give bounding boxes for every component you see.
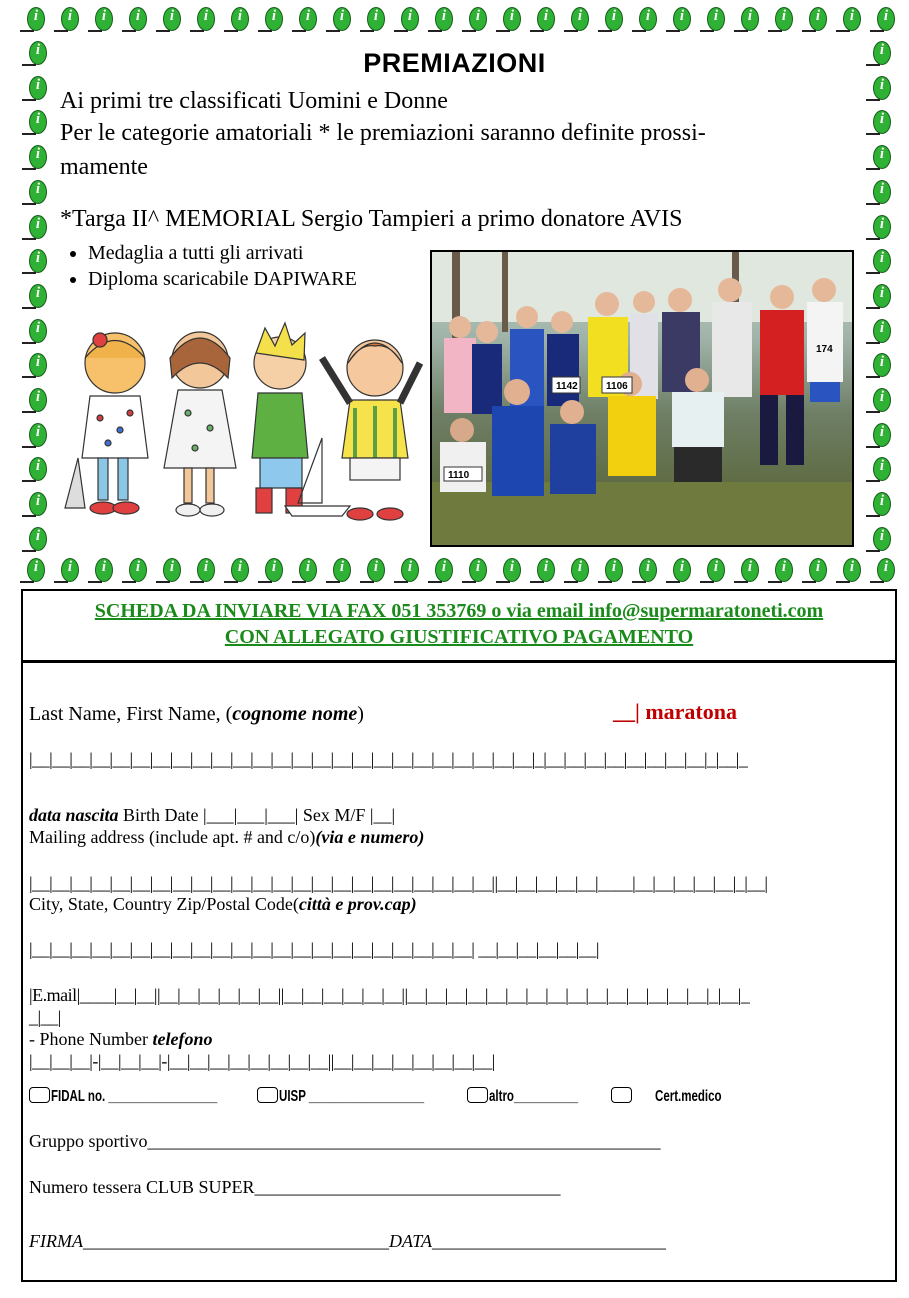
info-i-icon	[868, 456, 894, 482]
bib-number: 1106	[606, 381, 628, 392]
cert-row	[611, 1085, 747, 1106]
phone-label: - Phone Number telefono	[29, 1029, 213, 1049]
info-i-icon	[498, 6, 524, 32]
info-i-icon	[566, 6, 592, 32]
info-i-icon	[868, 144, 894, 170]
awards-line-2: Per le categorie amatoriali * le premiazioni saranno definite prossi-	[60, 120, 706, 146]
bib-number: 1110	[448, 470, 470, 481]
info-i-icon	[430, 6, 456, 32]
info-i-icon	[24, 283, 50, 309]
info-i-icon	[24, 144, 50, 170]
info-i-icon	[868, 179, 894, 205]
info-i-icon	[868, 318, 894, 344]
info-i-icon	[396, 557, 422, 583]
awards-bullet-list	[62, 240, 357, 292]
info-i-icon	[600, 6, 626, 32]
uisp-checkbox[interactable]	[257, 1087, 278, 1103]
decorative-border-bottom	[22, 557, 898, 587]
decorative-border-left	[24, 40, 54, 552]
info-i-icon	[24, 214, 50, 240]
bullet-item: • Diploma scaricabile DAPIWARE	[88, 266, 357, 292]
info-i-icon	[430, 557, 456, 583]
info-i-icon	[24, 109, 50, 135]
altro-field[interactable]: altro__________	[489, 1088, 579, 1105]
cartoon-children-illustration	[60, 318, 425, 528]
info-i-icon	[24, 318, 50, 344]
info-i-icon	[192, 557, 218, 583]
email-input-blanks-cont[interactable]: _|__|	[29, 1007, 61, 1027]
info-i-icon	[668, 557, 694, 583]
form-header	[23, 591, 895, 663]
info-i-icon	[868, 491, 894, 517]
info-i-icon	[868, 248, 894, 274]
info-i-icon	[22, 557, 48, 583]
awards-line-4: *Targa II^ MEMORIAL Sergio Tampieri a primo donatore AVIS	[60, 206, 683, 232]
fax-email-instruction: SCHEDA DA INVIARE VIA FAX 051 353769 o via email info@supermaratoneti.com	[94, 600, 824, 622]
uisp-field[interactable]: UISP __________________	[279, 1088, 425, 1105]
info-i-icon	[226, 6, 252, 32]
info-i-icon	[158, 6, 184, 32]
info-i-icon	[532, 557, 558, 583]
maratona-checkbox-label[interactable]: __| maratona	[613, 699, 737, 724]
info-i-icon	[868, 422, 894, 448]
info-i-icon	[532, 6, 558, 32]
decorative-border-top	[22, 6, 898, 36]
info-i-icon	[328, 557, 354, 583]
info-i-icon	[56, 557, 82, 583]
awards-line-1: Ai primi tre classificati Uomini e Donne	[60, 88, 448, 114]
cert-medico-label: Cert.medico	[655, 1088, 722, 1105]
info-i-icon	[566, 557, 592, 583]
info-i-icon	[362, 6, 388, 32]
info-i-icon	[770, 6, 796, 32]
awards-line-3: mamente	[60, 154, 148, 180]
info-i-icon	[736, 6, 762, 32]
info-i-icon	[90, 6, 116, 32]
registration-form	[21, 589, 897, 1282]
mailing-address-label: Mailing address (include apt. # and c/o)(via e numero)	[29, 827, 425, 847]
info-i-icon	[24, 352, 50, 378]
info-i-icon	[158, 557, 184, 583]
city-input-blanks[interactable]: |__|__|__|__|__|__|__|__|__|__|__|__|__|__|__|__|__|__|__|__|__|__| __|__|__|__|__|__|	[29, 939, 600, 959]
address-input-blanks[interactable]: |__|__|__|__|__|__|__|__|__|__|__|__|__|__|__|__|__|__|__|__|__|__|__||__|__|__|__|__|____|__|__|__|__|__|_|__|	[29, 873, 768, 893]
info-i-icon	[702, 6, 728, 32]
info-i-icon	[634, 6, 660, 32]
info-i-icon	[56, 6, 82, 32]
uisp-row	[257, 1085, 481, 1106]
signature-label: FIRMA	[29, 1231, 83, 1251]
info-i-icon	[24, 422, 50, 448]
info-i-icon	[600, 557, 626, 583]
info-i-icon	[868, 526, 894, 552]
info-i-icon	[226, 557, 252, 583]
info-i-icon	[804, 557, 830, 583]
info-i-icon	[22, 6, 48, 32]
city-label: City, State, Country Zip/Postal Code(città e prov.cap)	[29, 894, 417, 914]
info-i-icon	[804, 6, 830, 32]
fidal-field[interactable]: FIDAL no. _________________	[51, 1088, 218, 1105]
decorative-border-right	[868, 40, 898, 552]
date-label: DATA	[388, 1231, 432, 1251]
page-title: PREMIAZIONI	[363, 48, 546, 78]
cert-medico-checkbox[interactable]	[611, 1087, 632, 1103]
info-i-icon	[24, 491, 50, 517]
phone-input-blanks[interactable]: |__|__|__|-|__|__|__|-|__|__|__|__|__|__|__|__||__|__|__|__|__|__|__|__|	[29, 1051, 495, 1071]
gruppo-sportivo-field[interactable]: Gruppo sportivo_________________________________________________________	[29, 1131, 661, 1151]
bib-number: 174	[816, 344, 833, 355]
info-i-icon	[736, 557, 762, 583]
birth-sex-row[interactable]: data nascita Birth Date |___|___|___| Sex M/F |__|	[29, 805, 396, 825]
fidal-checkbox[interactable]	[29, 1087, 50, 1103]
runners-photo-drawing	[432, 252, 852, 545]
info-i-icon	[770, 557, 796, 583]
signature-date-row	[29, 1231, 666, 1252]
payment-proof-instruction: CON ALLEGATO GIUSTIFICATIVO PAGAMENTO	[224, 626, 694, 648]
info-i-icon	[498, 557, 524, 583]
info-i-icon	[634, 557, 660, 583]
info-i-icon	[702, 557, 728, 583]
name-label: Last Name, First Name, (cognome nome)	[29, 703, 364, 725]
info-i-icon	[24, 456, 50, 482]
info-i-icon	[24, 526, 50, 552]
info-i-icon	[24, 179, 50, 205]
info-i-icon	[668, 6, 694, 32]
info-i-icon	[362, 557, 388, 583]
info-i-icon	[872, 557, 898, 583]
info-i-icon	[464, 557, 490, 583]
info-i-icon	[868, 214, 894, 240]
info-i-icon	[192, 6, 218, 32]
name-input-blanks[interactable]: |__|__|__|__|__|__|__|__|__|__|__|__|__|__|__|__|__|__|__|__|__|__|__|__|__|_|__|__|__|__|__|__|__|__|_|__|_	[29, 749, 748, 769]
info-i-icon	[838, 6, 864, 32]
info-i-icon	[260, 557, 286, 583]
info-i-icon	[872, 6, 898, 32]
info-i-icon	[24, 387, 50, 413]
email-input-blanks[interactable]: |E.mail|____|__|__||__|__|__|__|__|__||__|__|__|__|__|__||__|__|__|__|__|__|__|__|__|__|__|__|__|__|__|_|__|_	[29, 985, 750, 1005]
date-line[interactable]: __________________________	[431, 1231, 666, 1251]
info-i-icon	[868, 109, 894, 135]
info-i-icon	[294, 557, 320, 583]
info-i-icon	[838, 557, 864, 583]
info-i-icon	[464, 6, 490, 32]
membership-row	[29, 1085, 271, 1106]
info-i-icon	[24, 248, 50, 274]
altro-row	[467, 1085, 613, 1106]
signature-line[interactable]: __________________________________	[82, 1231, 389, 1251]
info-i-icon	[294, 6, 320, 32]
info-i-icon	[868, 387, 894, 413]
info-i-icon	[328, 6, 354, 32]
info-i-icon	[124, 6, 150, 32]
info-i-icon	[260, 6, 286, 32]
info-i-icon	[124, 557, 150, 583]
info-i-icon	[90, 557, 116, 583]
group-photo-runners	[430, 250, 854, 547]
info-i-icon	[868, 283, 894, 309]
info-i-icon	[396, 6, 422, 32]
bib-number: 1142	[556, 381, 578, 392]
club-card-field[interactable]: Numero tessera CLUB SUPER__________________________________	[29, 1177, 561, 1197]
info-i-icon	[868, 352, 894, 378]
bullet-item: • Medaglia a tutti gli arrivati	[88, 240, 357, 266]
altro-checkbox[interactable]	[467, 1087, 488, 1103]
